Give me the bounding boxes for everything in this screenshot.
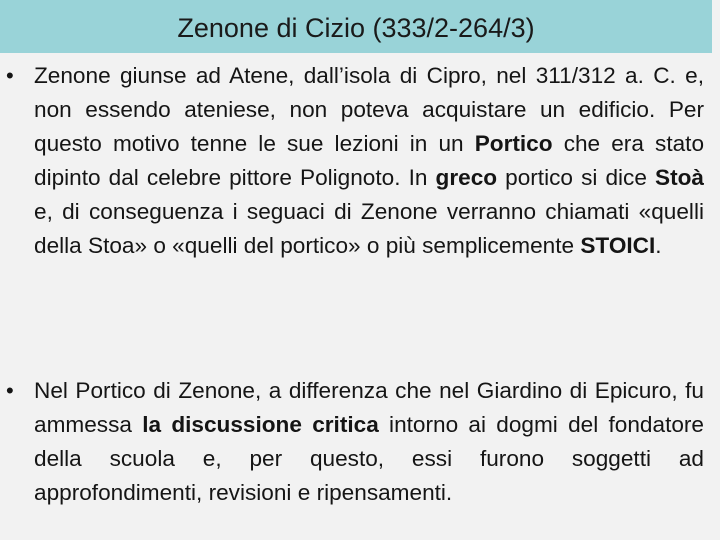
bullet-1-bold-stoici: STOICI — [580, 233, 656, 258]
title-bar-edge — [712, 0, 720, 53]
slide-title: Zenone di Cizio (333/2-264/3) — [177, 13, 535, 43]
bullet-1-bold-greco: greco — [435, 165, 498, 190]
bullet-1-bold-portico: Portico — [474, 131, 553, 156]
bullet-item-2 — [6, 374, 704, 510]
bullet-1-text: portico si dice — [497, 165, 656, 190]
bullet-2-text: Nel Portico di Zenone, a differenza che nel Giardino di Epicuro, fu ammessa — [34, 378, 704, 437]
bullet-1-text: e, di conseguenza i seguaci di Zenone verranno chiamati «quelli della Stoa» o «quelli del portico» o più semplicemente — [34, 199, 704, 258]
bullet-2-text: intorno ai dogmi del fondatore della scuola e, per questo, essi furono soggetti ad approfondimenti, revisioni e ripensamenti. — [34, 412, 704, 505]
bullet-dot: • — [6, 378, 14, 403]
bullet-1-bold-stoa: Stoà — [655, 165, 704, 190]
bullet-1-text: che era stato dipinto dal celebre pittore Polignoto. In — [34, 131, 705, 190]
bullet-2-bold-discussione: la discussione critica — [142, 412, 379, 437]
bullet-dot: • — [6, 63, 14, 88]
bullet-1-text: Zenone giunse ad Atene, dall’isola di Cipro, nel 311/312 a. C. e, non essendo ateniese, non poteva acquistare un edificio. Per questo motivo tenne le sue lezioni in un — [34, 63, 704, 156]
bullet-item-1 — [6, 59, 705, 263]
bullet-1-text: . — [655, 233, 662, 258]
title-bar — [0, 0, 712, 53]
slide-content — [0, 53, 720, 540]
